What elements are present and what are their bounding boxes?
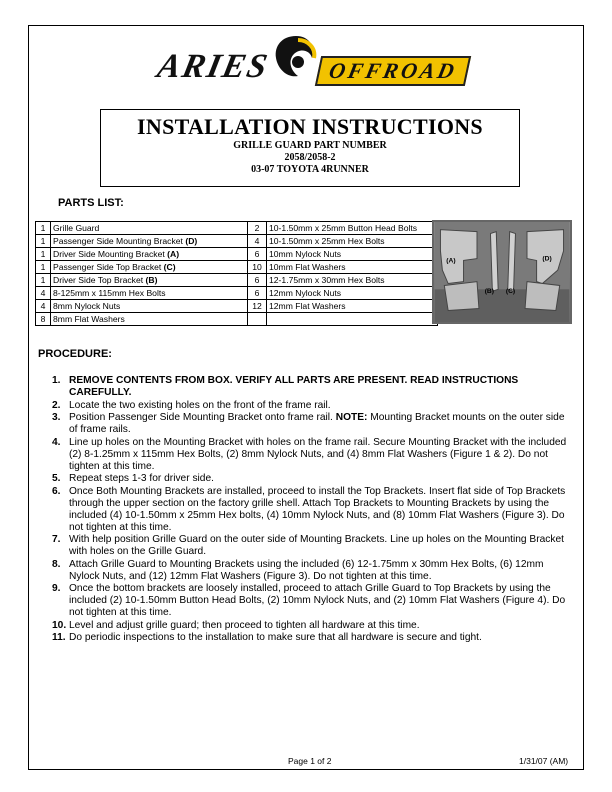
step-number: 8. (52, 558, 61, 570)
parts-desc-left-text: Passenger Side Top Bracket (53, 261, 164, 272)
step-text: Position Passenger Side Mounting Bracket onto frame rail. (69, 412, 336, 423)
parts-photo (432, 220, 572, 324)
parts-desc-left-text: Grille Guard (53, 222, 100, 233)
procedure-step (52, 620, 572, 632)
table-row (36, 300, 438, 313)
parts-qty-right (248, 287, 267, 300)
procedure-step (52, 412, 572, 436)
step-text: Line up holes on the Mounting Bracket with holes on the frame rail. Secure Mounting Bracket with the included (2) 8-1.25mm x 115mm Hex Bolts, (2) 8mm Nylock Nuts, and (4) 8mm Flat Washers (Figure 1 & 2). Do not tighten at this time. (69, 436, 567, 472)
procedure-step (52, 375, 572, 399)
logo-offroad-text: OFFROAD (326, 58, 460, 83)
parts-qty-right-text: 6 (254, 274, 260, 285)
footer-page-number: Page 1 of 2 (288, 756, 332, 766)
step-text: REMOVE CONTENTS FROM BOX. VERIFY ALL PARTS ARE PRESENT. READ INSTRUCTIONS CAREFULLY. (69, 375, 519, 398)
step-number: 1. (52, 375, 61, 386)
table-row (36, 235, 438, 248)
procedure-step (52, 400, 572, 412)
step-number: 11. (52, 632, 66, 643)
parts-qty-left-text: 4 (40, 300, 46, 311)
step-text: Locate the two existing holes on the front of the frame rail. (69, 399, 331, 411)
parts-desc-left-text: Driver Side Top Bracket (53, 274, 146, 285)
parts-desc-left (51, 274, 248, 287)
parts-qty-right-text: 6 (254, 287, 260, 298)
parts-qty-left (36, 287, 51, 300)
step-text: Mounting Bracket mounts on the outer side of frame rails. (69, 412, 565, 435)
parts-qty-left (36, 261, 51, 274)
parts-desc-right-text: 10mm Flat Washers (269, 261, 346, 272)
parts-desc-right (267, 287, 438, 300)
parts-qty-left-text: 1 (40, 235, 46, 246)
parts-desc-left-text: 8mm Flat Washers (53, 313, 125, 324)
title-part-number: 2058/2058-2 (284, 152, 336, 163)
parts-table (35, 221, 438, 326)
procedure-step (52, 534, 572, 558)
photo-label-d: (D) (542, 255, 552, 263)
step-number: 6. (52, 485, 61, 497)
step-note-label: NOTE: (335, 412, 368, 423)
step-text: Do periodic inspections to the installation to make sure that all hardware is secure and tight. (69, 632, 482, 643)
aries-offroad-logo (150, 30, 470, 92)
step-text: Once the bottom brackets are loosely installed, proceed to attach Grille Guard to Top Brackets by using the included (2) 10-1.50mm Button Head Bolts, (2) 10mm Nylock Nuts, and (2) 10mm Flat Washers (Figure 4). Do not tighten at this time. (69, 583, 566, 618)
parts-qty-left-text: 4 (40, 287, 46, 298)
step-number: 9. (52, 583, 61, 594)
parts-desc-right-text: 12mm Flat Washers (269, 300, 346, 311)
step-text: With help position Grille Guard on the outer side of Mounting Brackets. Line up holes on the Mounting Bracket with holes on the Grille Guard. (69, 534, 564, 557)
table-row (36, 222, 438, 235)
procedure-step (52, 632, 572, 644)
bracket-letter: (C) (163, 261, 176, 272)
photo-label-c: (C) (505, 288, 516, 296)
parts-desc-right-text: 10mm Nylock Nuts (269, 248, 342, 259)
parts-qty-left (36, 235, 51, 248)
logo-aries-text: ARIES (154, 48, 273, 85)
photo-label-a: (A) (446, 257, 456, 265)
parts-desc-left-text: Passenger Side Mounting Bracket (53, 235, 186, 246)
step-number: 2. (52, 399, 61, 411)
parts-qty-right (248, 235, 267, 248)
parts-qty-right (248, 274, 267, 287)
parts-desc-left (51, 300, 248, 313)
parts-qty-left-text: 1 (40, 222, 46, 233)
parts-list-heading: PARTS LIST: (58, 197, 124, 209)
parts-qty-right (248, 261, 267, 274)
table-row (36, 261, 438, 274)
page-title: INSTALLATION INSTRUCTIONS (137, 114, 483, 139)
parts-desc-left (51, 287, 248, 300)
parts-desc-right (267, 274, 438, 287)
step-text: Level and adjust grille guard; then proceed to tighten all hardware at this time. (69, 619, 420, 631)
step-text: Attach Grille Guard to Mounting Brackets using the included (6) 12-1.75mm x 30mm Hex Bolts, (6) 12mm Nylock Nuts, and (12) 12mm Flat Washers (Figure 3). Do not tighten at this time. (69, 558, 544, 582)
parts-qty-left (36, 313, 51, 326)
table-row (36, 274, 438, 287)
step-text: Once Both Mounting Brackets are installed, proceed to install the Top Brackets. Insert flat side of Top Brackets through the upper section on the factory grille shell. Attach Top Brackets to Mounting Brackets by using the included (4) 10-1.50mm x 25mm Hex bolts, (4) 10mm Nylock Nuts, and (8) 10mm Flat Washers (Figure 3). Do not tighten at this time. (69, 485, 566, 533)
bracket-letter: (B) (145, 274, 158, 285)
title-part-number-label: GRILLE GUARD PART NUMBER (233, 140, 387, 151)
logo-offroad-plate (315, 56, 471, 86)
footer-date: 1/31/07 (AM) (519, 756, 569, 766)
step-number: 5. (52, 473, 61, 484)
procedure-step (52, 473, 572, 485)
step-number: 3. (52, 412, 61, 423)
parts-qty-right-text: 2 (254, 222, 260, 233)
parts-desc-right (267, 248, 438, 261)
parts-desc-right-text: 12-1.75mm x 30mm Hex Bolts (269, 274, 385, 285)
parts-qty-right-text: 6 (254, 248, 260, 259)
parts-qty-right (248, 222, 267, 235)
parts-qty-left-text: 1 (40, 261, 46, 272)
photo-label-b: (B) (484, 288, 495, 296)
parts-qty-left (36, 274, 51, 287)
parts-desc-left (51, 261, 248, 274)
parts-desc-right-text: 12mm Nylock Nuts (269, 287, 342, 298)
procedure-heading: PROCEDURE: (38, 348, 112, 360)
parts-desc-right (267, 222, 438, 235)
table-row (36, 313, 438, 326)
parts-qty-left (36, 222, 51, 235)
table-row (36, 248, 438, 261)
parts-qty-left-text: 1 (40, 248, 46, 259)
parts-qty-left-text: 8 (40, 313, 46, 324)
bracket-letter: (D) (185, 235, 198, 246)
step-text: Repeat steps 1-3 for driver side. (69, 473, 214, 484)
procedure-step (52, 437, 572, 473)
parts-qty-right-text: 10 (252, 261, 262, 272)
procedure-step (52, 486, 572, 534)
step-number: 10. (52, 619, 67, 631)
parts-qty-left-text: 1 (40, 274, 46, 285)
bracket-letter: (A) (167, 248, 180, 259)
parts-desc-right (267, 313, 438, 326)
procedure-step (52, 583, 572, 619)
table-row (36, 287, 438, 300)
parts-desc-left (51, 222, 248, 235)
procedure-step (52, 559, 572, 583)
parts-desc-left (51, 248, 248, 261)
parts-qty-right (248, 313, 267, 326)
step-number: 7. (52, 534, 61, 545)
parts-desc-left-text: 8mm Nylock Nuts (53, 300, 121, 311)
parts-desc-right (267, 300, 438, 313)
parts-desc-left (51, 235, 248, 248)
parts-desc-right-text: 10-1.50mm x 25mm Button Head Bolts (269, 222, 418, 233)
parts-desc-left-text: 8-125mm x 115mm Hex Bolts (53, 287, 166, 298)
parts-desc-left-text: Driver Side Mounting Bracket (53, 248, 168, 259)
parts-desc-right-text: 10-1.50mm x 25mm Hex Bolts (269, 235, 385, 246)
parts-qty-right-text: 12 (252, 300, 262, 311)
parts-desc-left (51, 313, 248, 326)
title-box (100, 109, 520, 187)
parts-qty-right (248, 300, 267, 313)
parts-qty-left (36, 248, 51, 261)
procedure-steps (52, 375, 572, 645)
parts-qty-right (248, 248, 267, 261)
title-vehicle: 03-07 TOYOTA 4RUNNER (251, 164, 369, 175)
parts-desc-right (267, 235, 438, 248)
parts-qty-right-text: 4 (254, 235, 260, 246)
parts-qty-left (36, 300, 51, 313)
parts-desc-right (267, 261, 438, 274)
step-number: 4. (52, 436, 61, 448)
